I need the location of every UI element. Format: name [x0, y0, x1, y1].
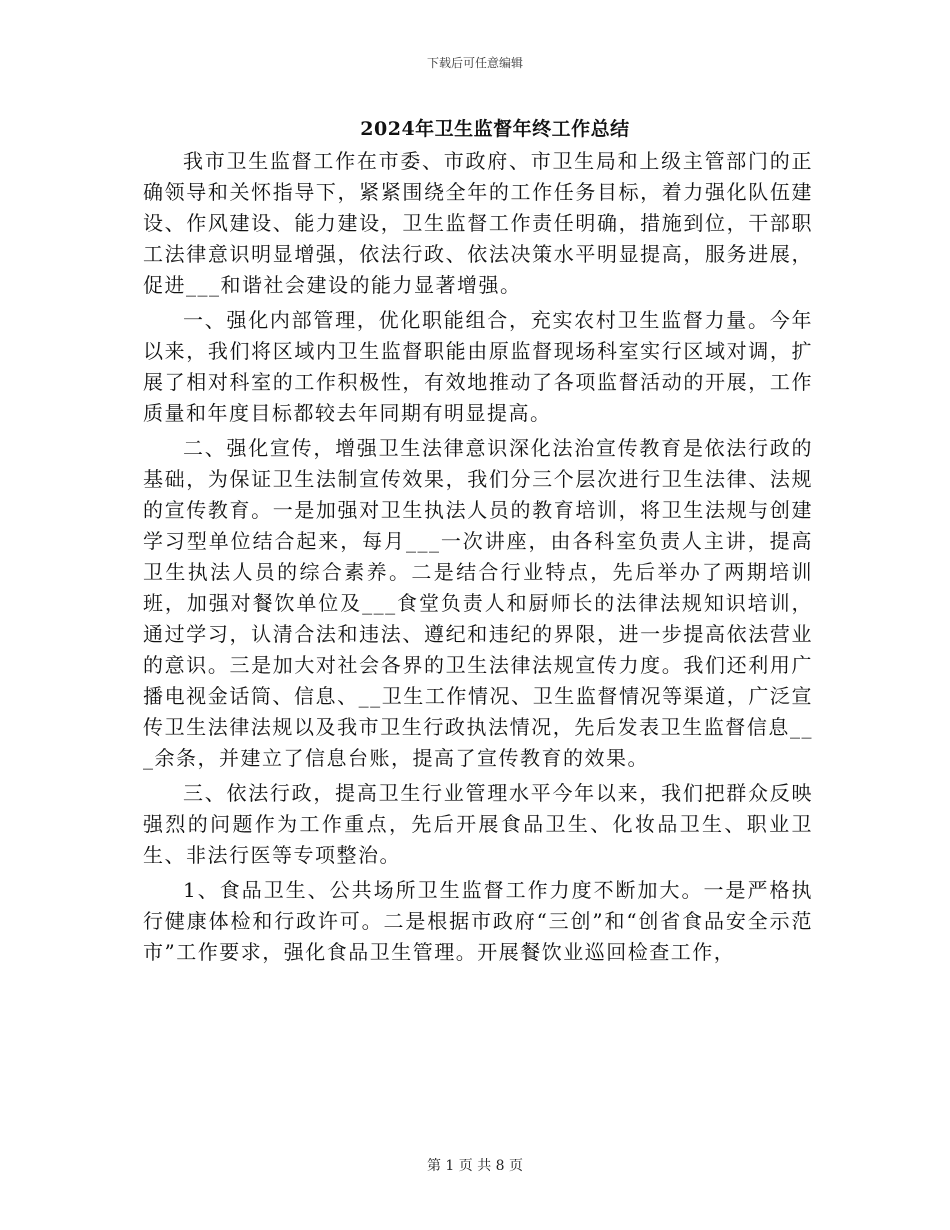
paragraph-intro: 我市卫生监督工作在市委、市政府、市卫生局和上级主管部门的正确领导和关怀指导下，紧紧围绕全年的工作任务目标，着力强化队伍建设、作风建设、能力建设，卫生监督工作责任明确，措施到位，干部职工法律意识明显增强，依法行政、依法决策水平明显提高，服务进展，促进___和谐社会建设的能力显著增强。	[143, 149, 813, 297]
paragraph-section-2: 二、强化宣传，增强卫生法律意识深化法治宣传教育是依法行政的基础，为保证卫生法制宣传效果，我们分三个层次进行卫生法律、法规的宣传教育。一是加强对卫生执法人员的教育培训，将卫生法规与创建学习型单位结合起来，每月___一次讲座，由各科室负责人主讲，提高卫生执法人员的综合素养。二是结合行业特点，先后举办了两期培训班，加强对餐饮单位及___食堂负责人和厨师长的法律法规知识培训，通过学习，认清合法和违法、遵纪和违纪的界限，进一步提高依法营业的意识。三是加大对社会各界的卫生法律法规宣传力度。我们还利用广播电视金话筒、信息、__卫生工作情况、卫生监督情况等渠道，广泛宣传卫生法律法规以及我市卫生行政执法情况，先后发表卫生监督信息___余条，并建立了信息台账，提高了宣传教育的效果。	[143, 436, 813, 770]
page-indicator: 第 1 页 共 8 页	[426, 1158, 524, 1174]
document-body	[143, 146, 813, 972]
paragraph-section-1: 一、强化内部管理，优化职能组合，充实农村卫生监督力量。今年以来，我们将区域内卫生监督职能由原监督现场科室实行区域对调，扩展了相对科室的工作积极性，有效地推动了各项监督活动的开展，工作质量和年度目标都较去年同期有明显提高。	[143, 308, 813, 425]
paragraph-section-3-item-1: 1、食品卫生、公共场所卫生监督工作力度不断加大。一是严格执行健康体检和行政许可。二是根据市政府“三创”和“创省食品安全示范市”工作要求，强化食品卫生管理。开展餐饮业巡回检查工作，	[143, 878, 813, 964]
document-title: 2024年卫生监督年终工作总结	[360, 118, 630, 140]
paragraph-section-3: 三、依法行政，提高卫生行业管理水平今年以来，我们把群众反映强烈的问题作为工作重点，先后开展食品卫生、化妆品卫生、职业卫生、非法行医等专项整治。	[143, 781, 813, 867]
header-note: 下载后可任意编辑	[426, 56, 523, 70]
